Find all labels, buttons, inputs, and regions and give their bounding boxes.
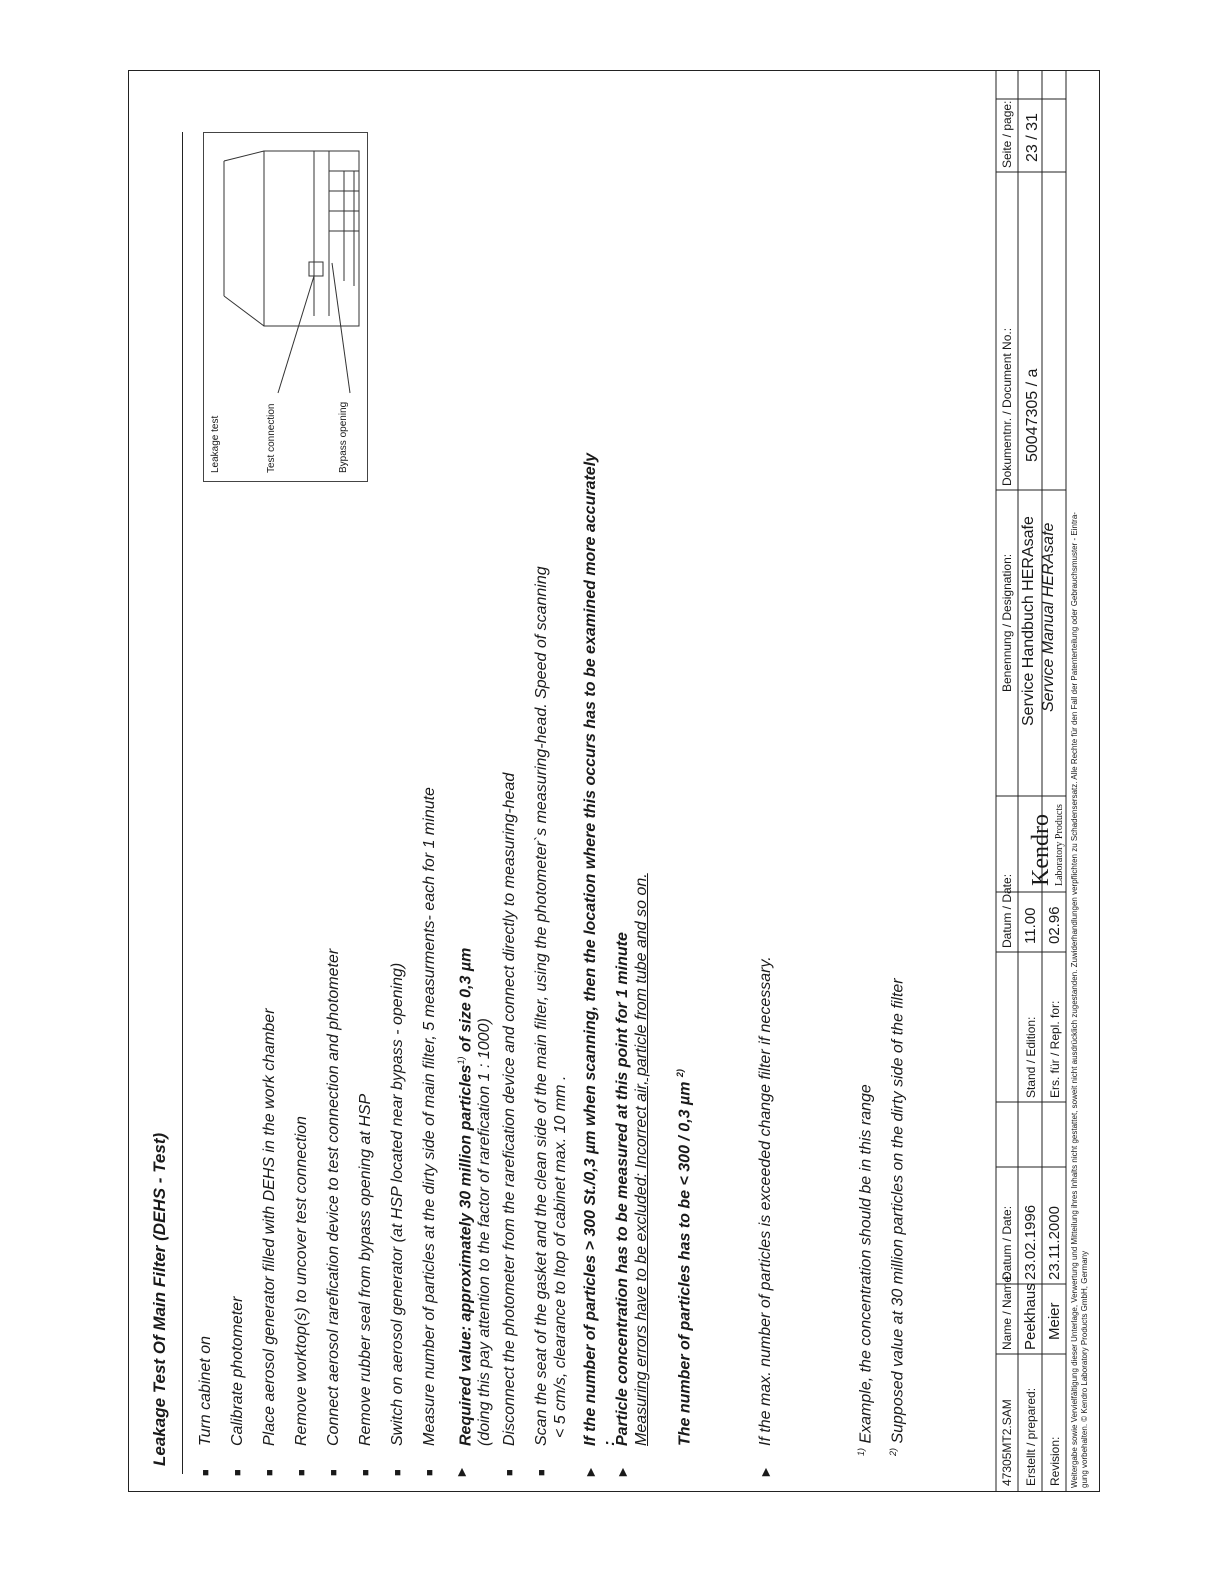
erstellt-name: Peekhaus: [1022, 1283, 1039, 1350]
square-bullet-icon: ■: [424, 1469, 436, 1476]
step-item: ■ Measure number of particles at the dirty side of main filter, 5 measurments- each for 1 minute: [421, 787, 438, 1476]
if-particles-note: ► If the number of particles > 300 St./0,3 µm when scanning, then the location where this occurs has to be examined more accurately :: [582, 452, 618, 1479]
legal-notice: Weitergabe sowie Vervielfältigung dieser Unterlage, Verwertung und Mitteilung ihres Inhalts nicht gestattet, soweit nicht ausdrücklich zugestanden. Zuwiderhandlungen verpflichten zu Schadensersatz. Alle Rechte für den Fall der Patenterteilung oder Gebrauchsmuster - Eintra- gung vorbehalten. © Kendro Laboratory Products GmbH, Germany: [1070, 512, 1089, 1488]
name-header: Name / Name:: [1000, 1272, 1014, 1350]
required-value: ► Required value: approximately 30 million particles$^{1)}$ of size 0,3 µm (doing this pay attention to the factor of rarefication 1 : 1000): [453, 947, 494, 1479]
stand-value: 11.00: [1022, 907, 1039, 944]
step-item: ■ Scan the seat of the gasket and the clean side of the main filter, using the photometer`s measuring-head. Speed of scanning < 5 cm/s, clearance to ltop of cabinet max. 10 mm .: [533, 566, 569, 1476]
step-item: ■ Remove worktop(s) to uncover test connection: [293, 1116, 310, 1476]
step-item: ■ Remove rubber seal from bypass opening at HSP: [357, 1093, 374, 1476]
document-number: 50047305 / a: [1024, 368, 1041, 462]
erstellt-label: Erstellt / prepared:: [1024, 1387, 1038, 1486]
square-bullet-icon: ■: [536, 1469, 548, 1476]
kendro-logo: [1028, 804, 1073, 886]
square-bullet-icon: ■: [264, 1469, 276, 1476]
step-item: ■ Calibrate photometer: [229, 1296, 246, 1476]
arrow-bullet-icon: ►: [614, 1465, 630, 1479]
datum-header: Datum / Date:: [1000, 873, 1014, 948]
figure-label-test-connection: Test connection: [266, 403, 277, 473]
revision-label: Revision:: [1048, 1436, 1062, 1486]
logo-text: Kendro: [1028, 814, 1054, 886]
step-item: ■ Switch on aerosol generator (at HSP located near bypass - opening): [389, 962, 406, 1476]
arrow-bullet-icon: ►: [757, 1465, 773, 1479]
designation-header: Benennung / Designation:: [1000, 553, 1014, 692]
square-bullet-icon: ■: [392, 1469, 404, 1476]
title-block-grid: [128, 70, 1100, 1492]
footnote-1: $^{1)}$ Example, the concentration should be in this range: [856, 1084, 875, 1456]
square-bullet-icon: ■: [328, 1469, 340, 1476]
step-item: ■ Connect aerosol rarefication device to test connection and photometer: [325, 948, 342, 1476]
title-block: [128, 70, 1100, 1492]
square-bullet-icon: ■: [360, 1469, 372, 1476]
logo-subtext: Laboratory Products: [1054, 804, 1065, 886]
arrow-bullet-icon: ►: [582, 1465, 598, 1479]
number-limit: The number of particles has to be < 300 / 0,3 µm $^{2)}$: [675, 1069, 694, 1446]
ers-value: 02.96: [1046, 906, 1063, 944]
figure-label-bypass-opening: Bypass opening: [338, 401, 349, 473]
revision-name: Meier: [1046, 1302, 1063, 1340]
figure-caption: Leakage test: [210, 415, 221, 473]
arrow-bullet-icon: ►: [453, 1465, 469, 1479]
file-name: 47305MT2.SAM: [1000, 1399, 1014, 1486]
step-item: ■ Place aerosol generator filled with DEHS in the work chamber: [261, 1008, 278, 1476]
step-item: ■ Disconnect the photometer from the rarefication device and connect directly to measuring-head: [501, 772, 518, 1476]
square-bullet-icon: ■: [504, 1469, 516, 1476]
erstellt-date: 23.02.1996: [1022, 1204, 1039, 1280]
stand-label: Stand / Edition:: [1024, 1016, 1038, 1098]
step-item: ■ Turn cabinet on: [197, 1336, 214, 1476]
document-page: [128, 70, 1100, 1492]
page-header: Seite / page:: [1000, 100, 1014, 168]
ers-label: Ers. für / Repl. for:: [1048, 1000, 1062, 1098]
date-header: Datum / Date:: [1000, 1205, 1014, 1280]
square-bullet-icon: ■: [232, 1469, 244, 1476]
footnote-2: $^{2)}$ Supposed value at 30 million particles on the dirty side of the filter: [888, 978, 907, 1456]
square-bullet-icon: ■: [200, 1469, 212, 1476]
docno-header: Dokumentnr. / Document No.:: [1000, 327, 1014, 486]
designation-german: Service Handbuch HERAsafe: [1020, 516, 1037, 726]
revision-date: 23.11.2000: [1046, 1206, 1063, 1280]
square-bullet-icon: ■: [296, 1469, 308, 1476]
page-title: Leakage Test Of Main Filter (DEHS - Test): [150, 1132, 169, 1466]
concentration-note: ► Particle concentration has to be measured at this point for 1 minute Measuring errors have to be excluded: Incorrect air, particle from tube and so on.: [614, 873, 650, 1479]
exceeded-note: ► If the max. number of particles is exceeded change filter if necessary.: [757, 956, 774, 1479]
designation-english: Service Manual HERAsafe: [1040, 522, 1057, 712]
page-number: 23 / 31: [1024, 113, 1041, 162]
